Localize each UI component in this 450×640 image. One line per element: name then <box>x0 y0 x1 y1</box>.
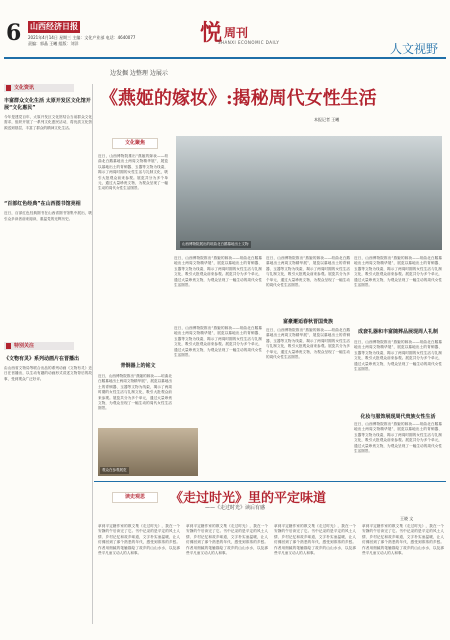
sub-headline: 成套礼器和丰富随葬品展现周人礼制 <box>357 329 438 335</box>
sidebar-block <box>4 342 92 382</box>
paper-name: 山西经济日报 <box>30 22 78 31</box>
article-column: 近日，山西博物院推出“燕姬的嫁妆——垣曲北白鹅墓地出土两周文物精华展”，展览以墓地出土的青铜器、玉器等文物为线索，揭示了两周时期的女性生活与礼制文化，吸引大批观众前来参观。展览共分为多个单元，通过大量珍贵文物，为观众呈现了一幅生动的周代女性生活图景。 <box>266 328 350 360</box>
photo-caption: 山西博物院展出的垣曲北白鹅墓地出土文物 <box>182 242 249 246</box>
article-column: 拿到平定籍作家的散文集《走过时光》，我在一个安静的午后读完了它。书中记录的是平定的风土人情、乡村记忆和故乡味道，文字朴实而温暖，让人仿佛回到了那个熟悉的年代，感受到浓浓的乡愁。作者用细腻的笔触描绘了故乡的山山水水，以及那些平凡而又动人的人和事。 <box>362 524 444 556</box>
feature-headline: 《燕姬的嫁妆》:揭秘周代女性生活 <box>100 88 377 109</box>
article-column: 近日，山西博物院推出“燕姬的嫁妆——垣曲北白鹅墓地出土两周文物精华展”，展览以墓地出土的青铜器、玉器等文物为线索，揭示了两周时期的女性生活与礼制文化，吸引大批观众前来参观。展览共分为多个单元，通过大量珍贵文物，为观众呈现了一幅生动的周代女性生活图景。 <box>98 374 172 411</box>
logo-icon: 悦 <box>200 20 223 46</box>
logo-title: 周刊 <box>224 26 249 40</box>
sub-headline: 青铜器上的铭文 <box>120 363 156 369</box>
sidebar-tag: 特别关注 <box>4 342 74 350</box>
article-column: 近日，山西博物院推出“燕姬的嫁妆——垣曲北白鹅墓地出土两周文物精华展”，展览以墓地出土的青铜器、玉器等文物为线索，揭示了两周时期的女性生活与礼制文化，吸引大批观众前来参观。展览共分为多个单元，通过大量珍贵文物，为观众呈现了一幅生动的周代女性生活图景。 <box>174 256 262 288</box>
header-rule <box>4 57 446 59</box>
article-column: 近日，山西博物院推出“燕姬的嫁妆——垣曲北白鹅墓地出土两周文物精华展”，展览以墓地出土的青铜器、玉器等文物为线索，揭示了两周时期的女性生活与礼制文化，吸引大批观众前来参观。展览共分为多个单元，通过大量珍贵文物，为观众呈现了一幅生动的周代女性生活图景。 <box>266 256 350 288</box>
article-column: 近日，山西博物院推出“燕姬的嫁妆——垣曲北白鹅墓地出土两周文物精华展”，展览以墓地出土的青铜器、玉器等文物为线索，揭示了两周时期的女性生活与礼制文化，吸引大批观众前来参观。展览共分为多个单元，通过大量珍贵文物，为观众呈现了一幅生动的周代女性生活图景。 <box>98 154 168 191</box>
sidebar-block <box>4 201 92 222</box>
bottom-headline: 《走过时光》里的平定味道 <box>170 491 327 506</box>
bottom-byline: 王晓 文 <box>400 516 414 521</box>
sidebar-headline: “百部红色经典”在山西图书馆亮相 <box>4 201 81 208</box>
feature-kicker: 边发掘 边整理 边展示 <box>110 70 168 77</box>
article-column: 近日，山西博物院推出“燕姬的嫁妆——垣曲北白鹅墓地出土两周文物精华展”，展览以墓地出土的青铜器、玉器等文物为线索，揭示了两周时期的女性生活与礼制文化，吸引大批观众前来参观。展览共分为多个单元，通过大量珍贵文物，为观众呈现了一幅生动的周代女性生活图景。 <box>354 340 442 372</box>
photo-caption: 观众在参观展览 <box>102 468 127 472</box>
section-divider <box>94 481 446 482</box>
article-column: 拿到平定籍作家的散文集《走过时光》，我在一个安静的午后读完了它。书中记录的是平定的风土人情、乡村记忆和故乡味道，文字朴实而温暖，让人仿佛回到了那个熟悉的年代，感受到浓浓的乡愁。作者用细腻的笔触描绘了故乡的山山水水，以及那些平凡而又动人的人和事。 <box>98 524 180 556</box>
sidebar-text: 近日，百部红色经典图书在山西省图书馆集中展出，吸引众多读者前来阅读，重温党的光辉历史。 <box>4 211 92 221</box>
sidebar-headline: 《文物有灵》系列动画片在晋播出 <box>4 356 80 363</box>
article-column: 近日，山西博物院推出“燕姬的嫁妆——垣曲北白鹅墓地出土两周文物精华展”，展览以墓地出土的青铜器、玉器等文物为线索，揭示了两周时期的女性生活与礼制文化，吸引大批观众前来参观。展览共分为多个单元，通过大量珍贵文物，为观众呈现了一幅生动的周代女性生活图景。 <box>174 326 262 358</box>
feature-byline: 本报记者 王曦 <box>314 117 340 122</box>
sidebar-tag: 文化资讯 <box>4 84 74 92</box>
sidebar-headline: 丰富群众文化生活 太原开发区文化馆开展“文化惠民” <box>4 98 91 111</box>
exhibit-photo <box>98 428 198 476</box>
logo-subtitle: SHANXI ECONOMIC DAILY <box>218 40 280 45</box>
article-column: 拿到平定籍作家的散文集《走过时光》，我在一个安静的午后读完了它。书中记录的是平定的风土人情、乡村记忆和故乡味道，文字朴实而温暖，让人仿佛回到了那个熟悉的年代，感受到浓浓的乡愁。作者用细腻的笔触描绘了故乡的山山水水，以及那些平凡而又动人的人和事。 <box>274 524 356 556</box>
masthead-meta: 2021年4月14日 星期三 主编：文化产业部 电话：4640077 责编：郭晶 王曦 组版：刘洋 <box>28 35 136 46</box>
bottom-subtitle: ——《走过时光》读后有感 <box>205 505 266 511</box>
sidebar-text: 由山西省文物局等联合出品的系列动画《文物有灵》近日在晋播出，以生动有趣的动画形式讲述文物背后的故事，受到观众广泛好评。 <box>4 366 92 381</box>
sub-headline: 富豪邂逅春秋晋国贵族 <box>282 319 333 325</box>
sidebar-block <box>4 84 92 131</box>
sub-headline: 化妆与服饰展现周代贵族女性生活 <box>360 414 436 420</box>
sidebar <box>4 84 93 624</box>
article-column: 拿到平定籍作家的散文集《走过时光》，我在一个安静的午后读完了它。书中记录的是平定的风土人情、乡村记忆和故乡味道，文字朴实而温暖，让人仿佛回到了那个熟悉的年代，感受到浓浓的乡愁。作者用细腻的笔触描绘了故乡的山山水水，以及那些平凡而又动人的人和事。 <box>186 524 268 556</box>
section-label: 文化聚焦 <box>112 138 158 149</box>
section-title: 人文视野 <box>389 42 438 56</box>
sidebar-text: 今年是建党百年，太原开发区文化馆结合当前群众文化需求，组织开展了一系列文化惠民活动，将优质文化资源送到基层，丰富了群众的精神文化生活。 <box>4 115 92 130</box>
article-column: 近日，山西博物院推出“燕姬的嫁妆——垣曲北白鹅墓地出土两周文物精华展”，展览以墓地出土的青铜器、玉器等文物为线索，揭示了两周时期的女性生活与礼制文化，吸引大批观众前来参观。展览共分为多个单元，通过大量珍贵文物，为观众呈现了一幅生动的周代女性生活图景。 <box>354 256 442 288</box>
feature-photo <box>176 136 442 250</box>
section-label: 读史观思 <box>112 492 158 503</box>
article-column: 近日，山西博物院推出“燕姬的嫁妆——垣曲北白鹅墓地出土两周文物精华展”，展览以墓地出土的青铜器、玉器等文物为线索，揭示了两周时期的女性生活与礼制文化，吸引大批观众前来参观。展览共分为多个单元，通过大量珍贵文物，为观众呈现了一幅生动的周代女性生活图景。 <box>354 422 442 454</box>
page-number: 6 <box>6 20 22 46</box>
